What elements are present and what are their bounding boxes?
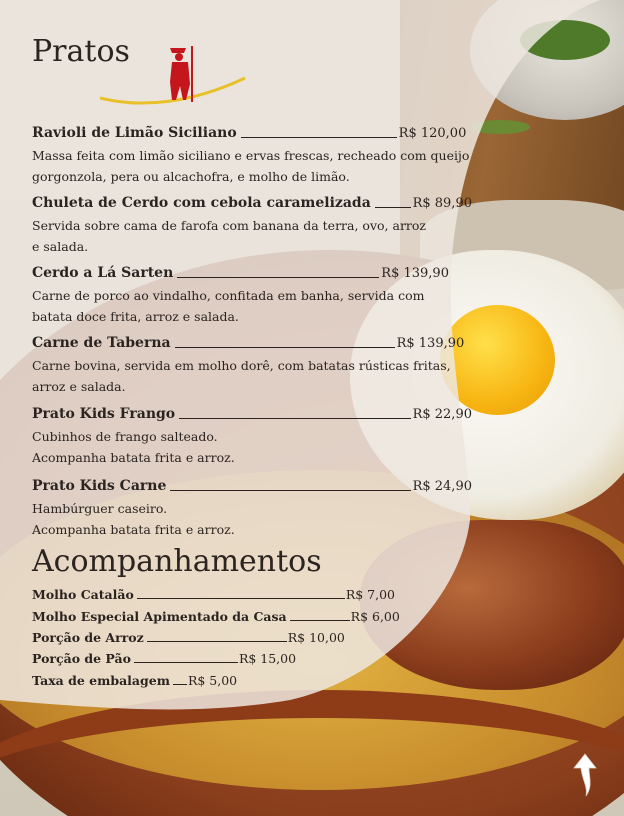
- dish-description: Carne bovina, servida em molho dorê, com batatas rústicas fritas,: [32, 358, 451, 373]
- dish-price: R$ 89,90: [412, 196, 472, 211]
- side-price: R$ 7,00: [345, 587, 395, 602]
- dish-description: Servida sobre cama de farofa com banana da terra, ovo, arroz: [32, 218, 427, 233]
- side-name: Porção de Arroz: [32, 630, 144, 645]
- dish-name: Carne de Taberna: [32, 335, 171, 351]
- dish-description: Acompanha batata frita e arroz.: [32, 522, 235, 537]
- leader-line: [173, 684, 187, 685]
- side-price: R$ 10,00: [287, 630, 345, 645]
- section-title-acompanhamentos: Acompanhamentos: [32, 544, 322, 579]
- side-name: Taxa de embalagem: [32, 673, 170, 688]
- dish-description: Hambúrguer caseiro.: [32, 501, 168, 516]
- leader-line: [137, 598, 345, 599]
- side-price: R$ 5,00: [187, 673, 238, 688]
- dish-description: Massa feita com limão siciliano e ervas frescas, recheado com queijo: [32, 148, 470, 163]
- dish-description: arroz e salada.: [32, 379, 126, 394]
- menu-item: [32, 123, 472, 187]
- leader-line: [375, 207, 411, 208]
- side-item: [32, 586, 395, 602]
- side-item: [32, 650, 296, 666]
- dish-description: gorgonzola, pera ou alcachofra, e molho de limão.: [32, 169, 350, 184]
- dish-price: R$ 22,90: [412, 407, 472, 422]
- dish-price: R$ 139,90: [381, 266, 449, 281]
- menu-item: [32, 404, 472, 468]
- dish-description: batata doce frita, arroz e salada.: [32, 309, 239, 324]
- dish-name: Cerdo a Lá Sarten: [32, 265, 174, 281]
- dish-name: Ravioli de Limão Siciliano: [32, 125, 237, 141]
- side-item: [32, 608, 400, 624]
- dish-name: Chuleta de Cerdo com cebola caramelizada: [32, 195, 371, 211]
- leader-line: [177, 277, 379, 278]
- menu-item: [32, 263, 472, 327]
- dish-price: R$ 120,00: [398, 126, 467, 141]
- leader-line: [179, 418, 410, 419]
- leader-line: [134, 662, 238, 663]
- dish-name: Prato Kids Carne: [32, 478, 167, 494]
- dish-description: Carne de porco ao vindalho, confitada em banha, servida com: [32, 288, 425, 303]
- menu-item: [32, 476, 472, 540]
- dish-description: Acompanha batata frita e arroz.: [32, 450, 235, 465]
- side-price: R$ 6,00: [350, 609, 400, 624]
- dish-description: Cubinhos de frango salteado.: [32, 429, 218, 444]
- menu-item: [32, 193, 472, 257]
- side-name: Molho Especial Apimentado da Casa: [32, 609, 287, 624]
- side-name: Molho Catalão: [32, 587, 134, 602]
- dish-description: e salada.: [32, 239, 89, 254]
- side-item: [32, 629, 345, 645]
- leader-line: [241, 137, 397, 138]
- leader-line: [147, 641, 287, 642]
- side-item: [32, 672, 237, 688]
- side-name: Porção de Pão: [32, 651, 131, 666]
- menu-item: [32, 333, 472, 397]
- dish-price: R$ 24,90: [412, 479, 472, 494]
- up-arrow-icon[interactable]: [572, 752, 598, 798]
- leader-line: [290, 620, 350, 621]
- dish-name: Prato Kids Frango: [32, 406, 176, 422]
- dish-price: R$ 139,90: [396, 336, 465, 351]
- leader-line: [170, 490, 410, 491]
- side-price: R$ 15,00: [238, 651, 297, 666]
- leader-line: [175, 347, 395, 348]
- section-title-pratos: Pratos: [32, 34, 130, 69]
